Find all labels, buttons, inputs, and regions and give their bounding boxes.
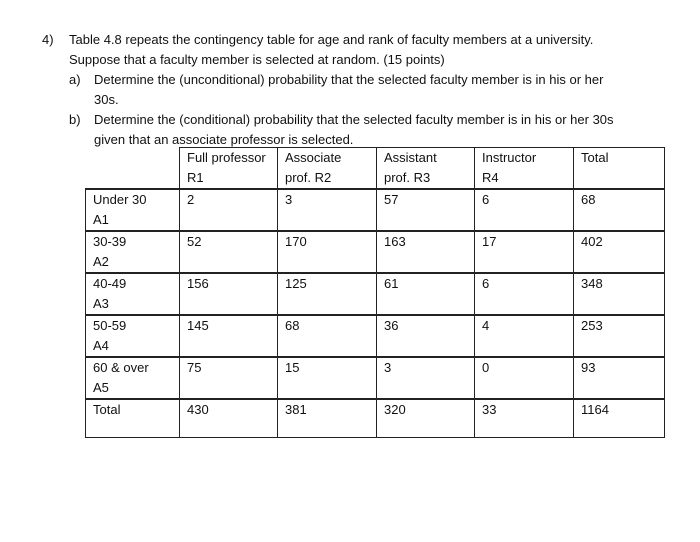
table-cell: 52 (180, 231, 278, 273)
row-label-cell (86, 231, 180, 273)
table-cell: 253 (574, 315, 665, 357)
table-cell: 36 (377, 315, 475, 357)
row-label: Total (93, 402, 121, 417)
table-cell: 402 (574, 231, 665, 273)
table-cell: 348 (574, 273, 665, 315)
table-cell: 57 (377, 189, 475, 231)
table-row (86, 315, 665, 357)
row-label: 60 & over (93, 360, 149, 375)
table-cell: 17 (475, 231, 574, 273)
table-cell: 3 (377, 357, 475, 399)
table-cell: 33 (475, 399, 574, 437)
question-number: 4) (42, 32, 54, 47)
table-row (86, 231, 665, 273)
table-cell: 156 (180, 273, 278, 315)
table-row (86, 273, 665, 315)
table-cell: 170 (278, 231, 377, 273)
table-cell: 125 (278, 273, 377, 315)
part-b-text-2: given that an associate professor is selected. (94, 132, 354, 147)
row-code: A1 (93, 212, 109, 227)
table-cell: 3 (278, 189, 377, 231)
table-cell: 68 (278, 315, 377, 357)
row-code: A5 (93, 380, 109, 395)
table-cell: 0 (475, 357, 574, 399)
table-cell: 61 (377, 273, 475, 315)
part-b-label: b) (69, 112, 81, 127)
table-cell: 4 (475, 315, 574, 357)
row-label: 50-59 (93, 318, 127, 333)
table-cell: 6 (475, 273, 574, 315)
row-code: A2 (93, 254, 109, 269)
header-cell (475, 148, 574, 190)
question-text-1: Table 4.8 repeats the contingency table for age and rank of faculty members at a university. (69, 32, 594, 47)
row-code: A4 (93, 338, 109, 353)
header-line: R4 (482, 170, 499, 185)
table-header-row (86, 148, 665, 190)
table-cell: 145 (180, 315, 278, 357)
question-line-1 (42, 30, 682, 50)
header-cell (574, 148, 665, 190)
row-label: 40-49 (93, 276, 127, 291)
header-line: Full professor (187, 150, 266, 165)
header-cell (377, 148, 475, 190)
part-a-label: a) (69, 72, 81, 87)
part-a-text-1: Determine the (unconditional) probability that the selected faculty member is in his or her (94, 72, 604, 87)
header-line: R1 (187, 170, 204, 185)
contingency-table (85, 147, 665, 438)
table-cell: 15 (278, 357, 377, 399)
header-cell (278, 148, 377, 190)
table-cell: 1164 (574, 399, 665, 437)
header-line: Total (581, 150, 609, 165)
part-a-text-2: 30s. (94, 92, 119, 107)
row-label: 30-39 (93, 234, 127, 249)
row-label-cell (86, 189, 180, 231)
table-cell: 93 (574, 357, 665, 399)
question-text-2: Suppose that a faculty member is selected at random. (15 points) (69, 52, 445, 67)
table-cell: 163 (377, 231, 475, 273)
table-row (86, 357, 665, 399)
row-code: A3 (93, 296, 109, 311)
part-a (69, 70, 682, 90)
row-label: Under 30 (93, 192, 147, 207)
table-row (86, 189, 665, 231)
header-line: Instructor (482, 150, 537, 165)
row-label-cell (86, 357, 180, 399)
part-b (69, 110, 682, 130)
table-cell: 430 (180, 399, 278, 437)
table-cell: 68 (574, 189, 665, 231)
header-line: prof. R2 (285, 170, 332, 185)
row-label-cell (86, 273, 180, 315)
header-line: Associate (285, 150, 342, 165)
table-cell: 6 (475, 189, 574, 231)
table-corner (86, 148, 180, 190)
row-label-cell (86, 315, 180, 357)
table-cell: 75 (180, 357, 278, 399)
part-b-text-1: Determine the (conditional) probability that the selected faculty member is in his or her 30s (94, 112, 614, 127)
table-cell: 2 (180, 189, 278, 231)
table-total-row (86, 399, 665, 437)
header-line: Assistant (384, 150, 437, 165)
table-cell: 320 (377, 399, 475, 437)
header-line: prof. R3 (384, 170, 431, 185)
question-block (42, 30, 682, 150)
row-label-cell (86, 399, 180, 437)
header-cell (180, 148, 278, 190)
table-cell: 381 (278, 399, 377, 437)
